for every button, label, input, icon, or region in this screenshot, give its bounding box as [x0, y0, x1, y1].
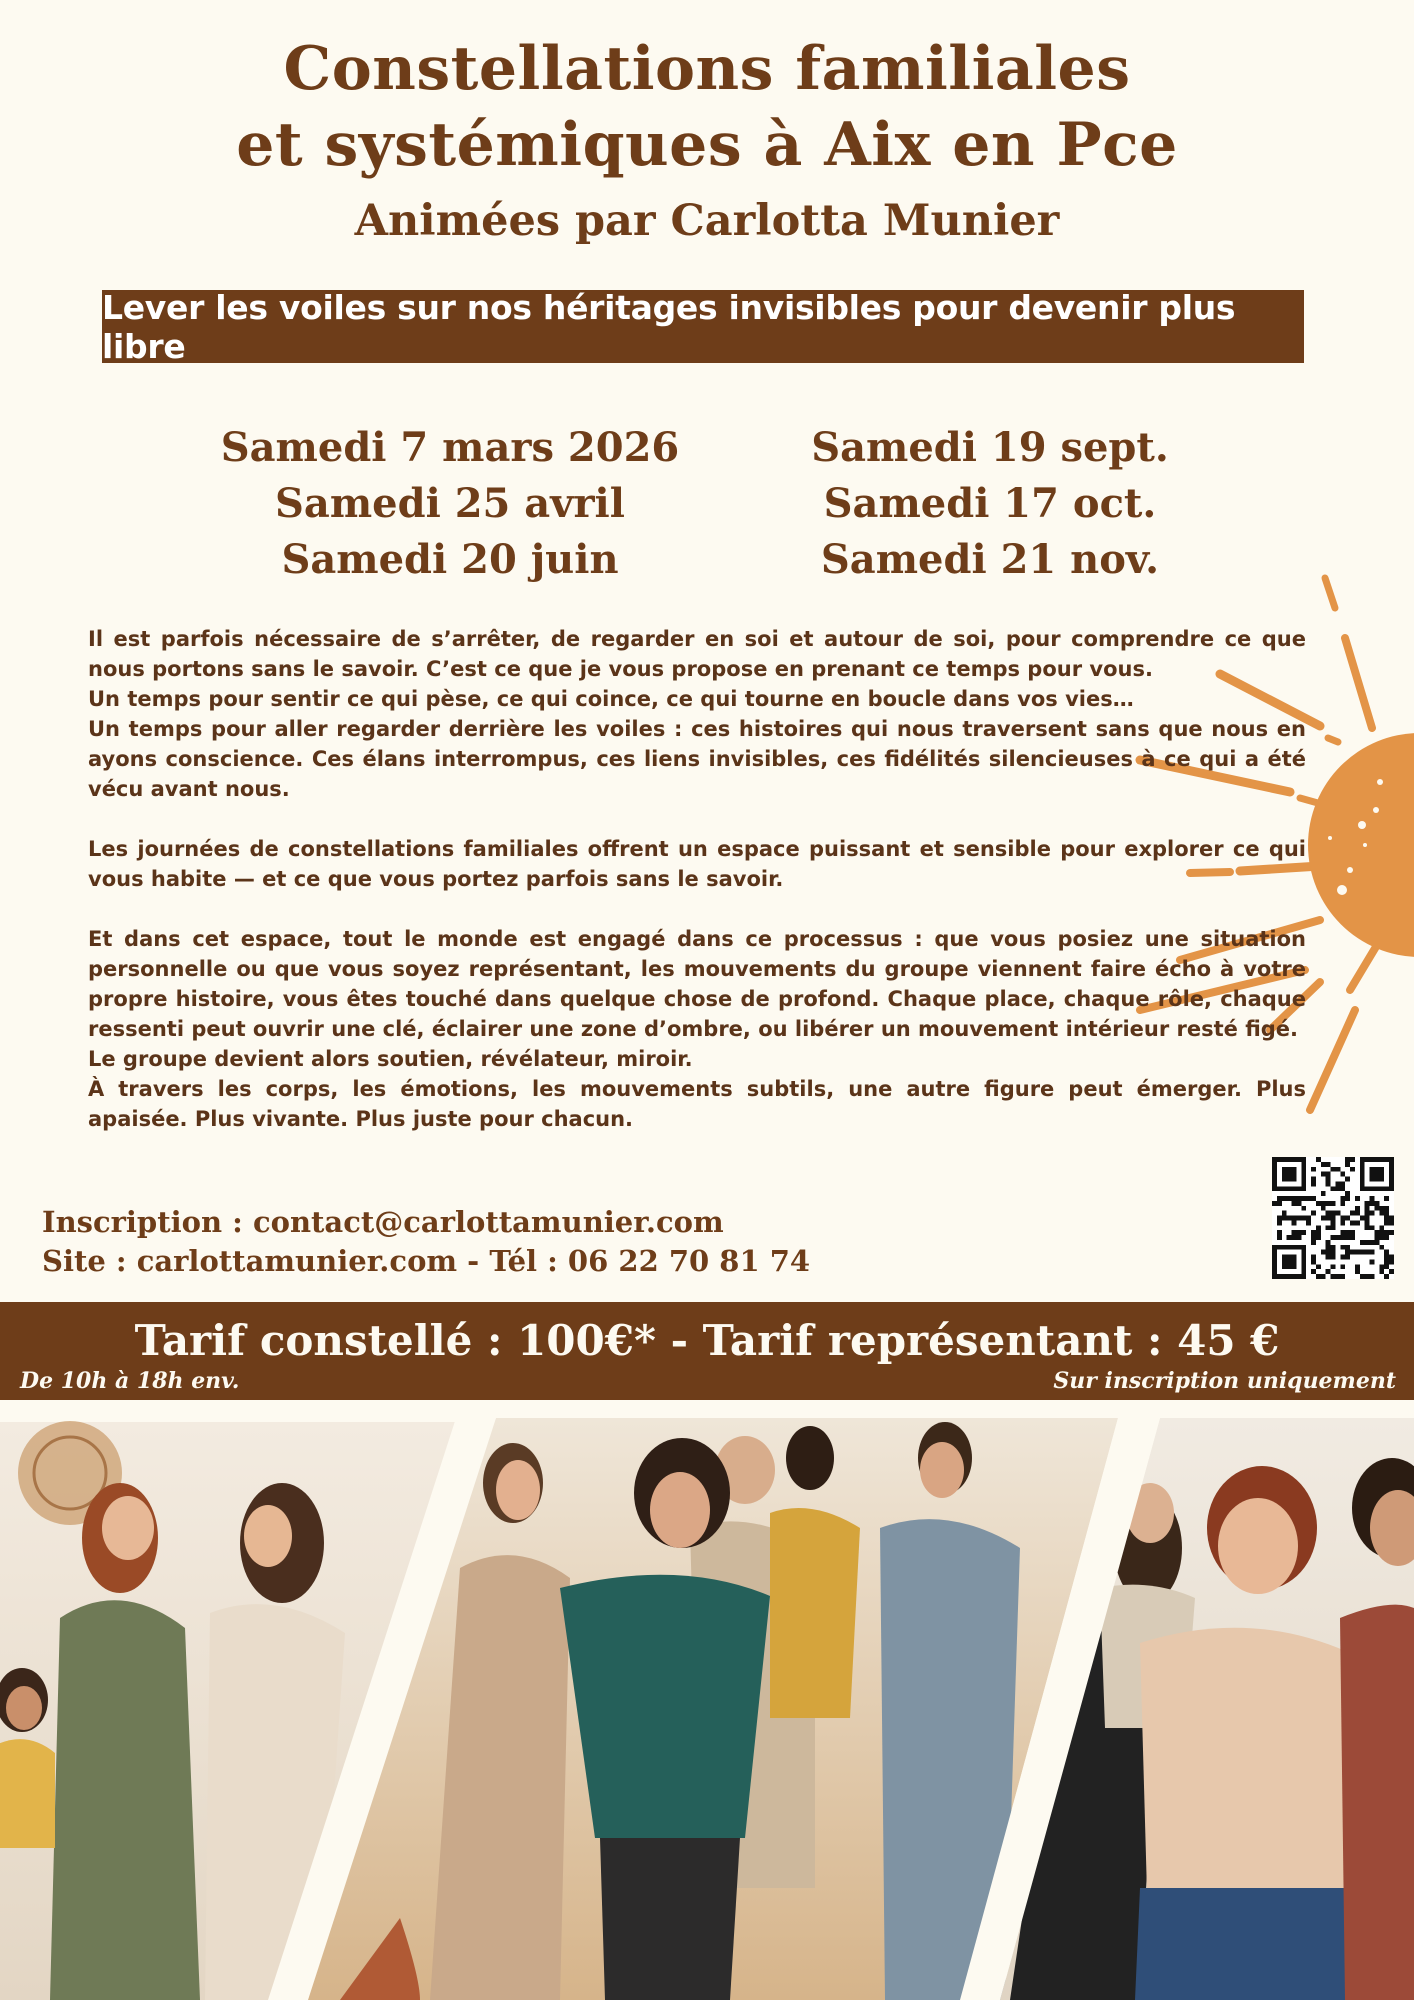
date-item: Samedi 7 mars 2026 — [220, 424, 680, 471]
paragraph: Un temps pour aller regarder derrière les voiles : ces histoires qui nous traversent sans que nous en ayons conscience. Ces élans interrompus, ces liens invisibles, ces fidélités silencieuses à ce qui a été vécu avant nous. — [88, 717, 1306, 801]
photo-collage — [0, 1418, 1414, 2000]
pricing-bar — [0, 1302, 1414, 1400]
title-line-2: et systémiques à Aix en Pce — [236, 110, 1178, 180]
date-item: Samedi 20 juin — [281, 536, 619, 583]
date-item: Samedi 17 oct. — [823, 480, 1157, 527]
paragraph: Un temps pour sentir ce qui pèse, ce qui coince, ce qui tourne en boucle dans vos vies… — [88, 687, 1134, 711]
title-line-1: Constellations familiales — [283, 34, 1131, 104]
paragraph: À travers les corps, les émotions, les mouvements subtils, une autre figure peut émerger. Plus apaisée. Plus vivante. Plus juste pour chacun. — [88, 1077, 1306, 1131]
dates-column-right — [760, 420, 1220, 588]
paragraph: Les journées de constellations familiales offrent un espace puissant et sensible pour explorer ce qui vous habite — et ce que vous portez parfois sans le savoir. — [88, 837, 1306, 891]
dates-column-left — [190, 420, 710, 588]
contact-site-phone[interactable]: Site : carlottamunier.com - Tél : 06 22 70 81 74 — [42, 1244, 811, 1278]
tagline-text: Lever les voiles sur nos héritages invisibles pour devenir plus libre — [102, 287, 1236, 366]
qr-code-icon[interactable] — [1272, 1157, 1394, 1279]
pricing-text: Tarif constellé : 100€* - Tarif représentant : 45 € — [134, 1316, 1280, 1365]
hours-text: De 10h à 18h env. — [20, 1368, 240, 1394]
contact-email[interactable]: Inscription : contact@carlottamunier.com — [42, 1205, 724, 1239]
tagline-banner — [102, 287, 1304, 366]
paragraph: Et dans cet espace, tout le monde est engagé dans ce processus : que vous posiez une situation personnelle ou que vous soyez représentant, les mouvements du groupe viennent faire écho à votre propre histoire, vous êtes touché dans quelque chose de profond. Chaque place, chaque rôle, chaque ressenti peut ouvrir une clé, éclairer une zone d’ombre, ou libérer un mouvement intérieur resté figé. — [88, 927, 1306, 1041]
date-item: Samedi 25 avril — [275, 480, 625, 527]
signup-note: Sur inscription uniquement — [1053, 1368, 1396, 1394]
date-item: Samedi 19 sept. — [811, 424, 1169, 471]
subtitle: Animées par Carlotta Munier — [354, 196, 1060, 246]
paragraph: Il est parfois nécessaire de s’arrêter, de regarder en soi et autour de soi, pour comprendre ce que nous portons sans le savoir. C’est ce que je vous propose en prenant ce temps pour vous. — [88, 627, 1306, 681]
date-item: Samedi 21 nov. — [820, 536, 1160, 583]
paragraph: Le groupe devient alors soutien, révélateur, miroir. — [88, 1047, 693, 1071]
description-text — [88, 624, 1306, 1134]
